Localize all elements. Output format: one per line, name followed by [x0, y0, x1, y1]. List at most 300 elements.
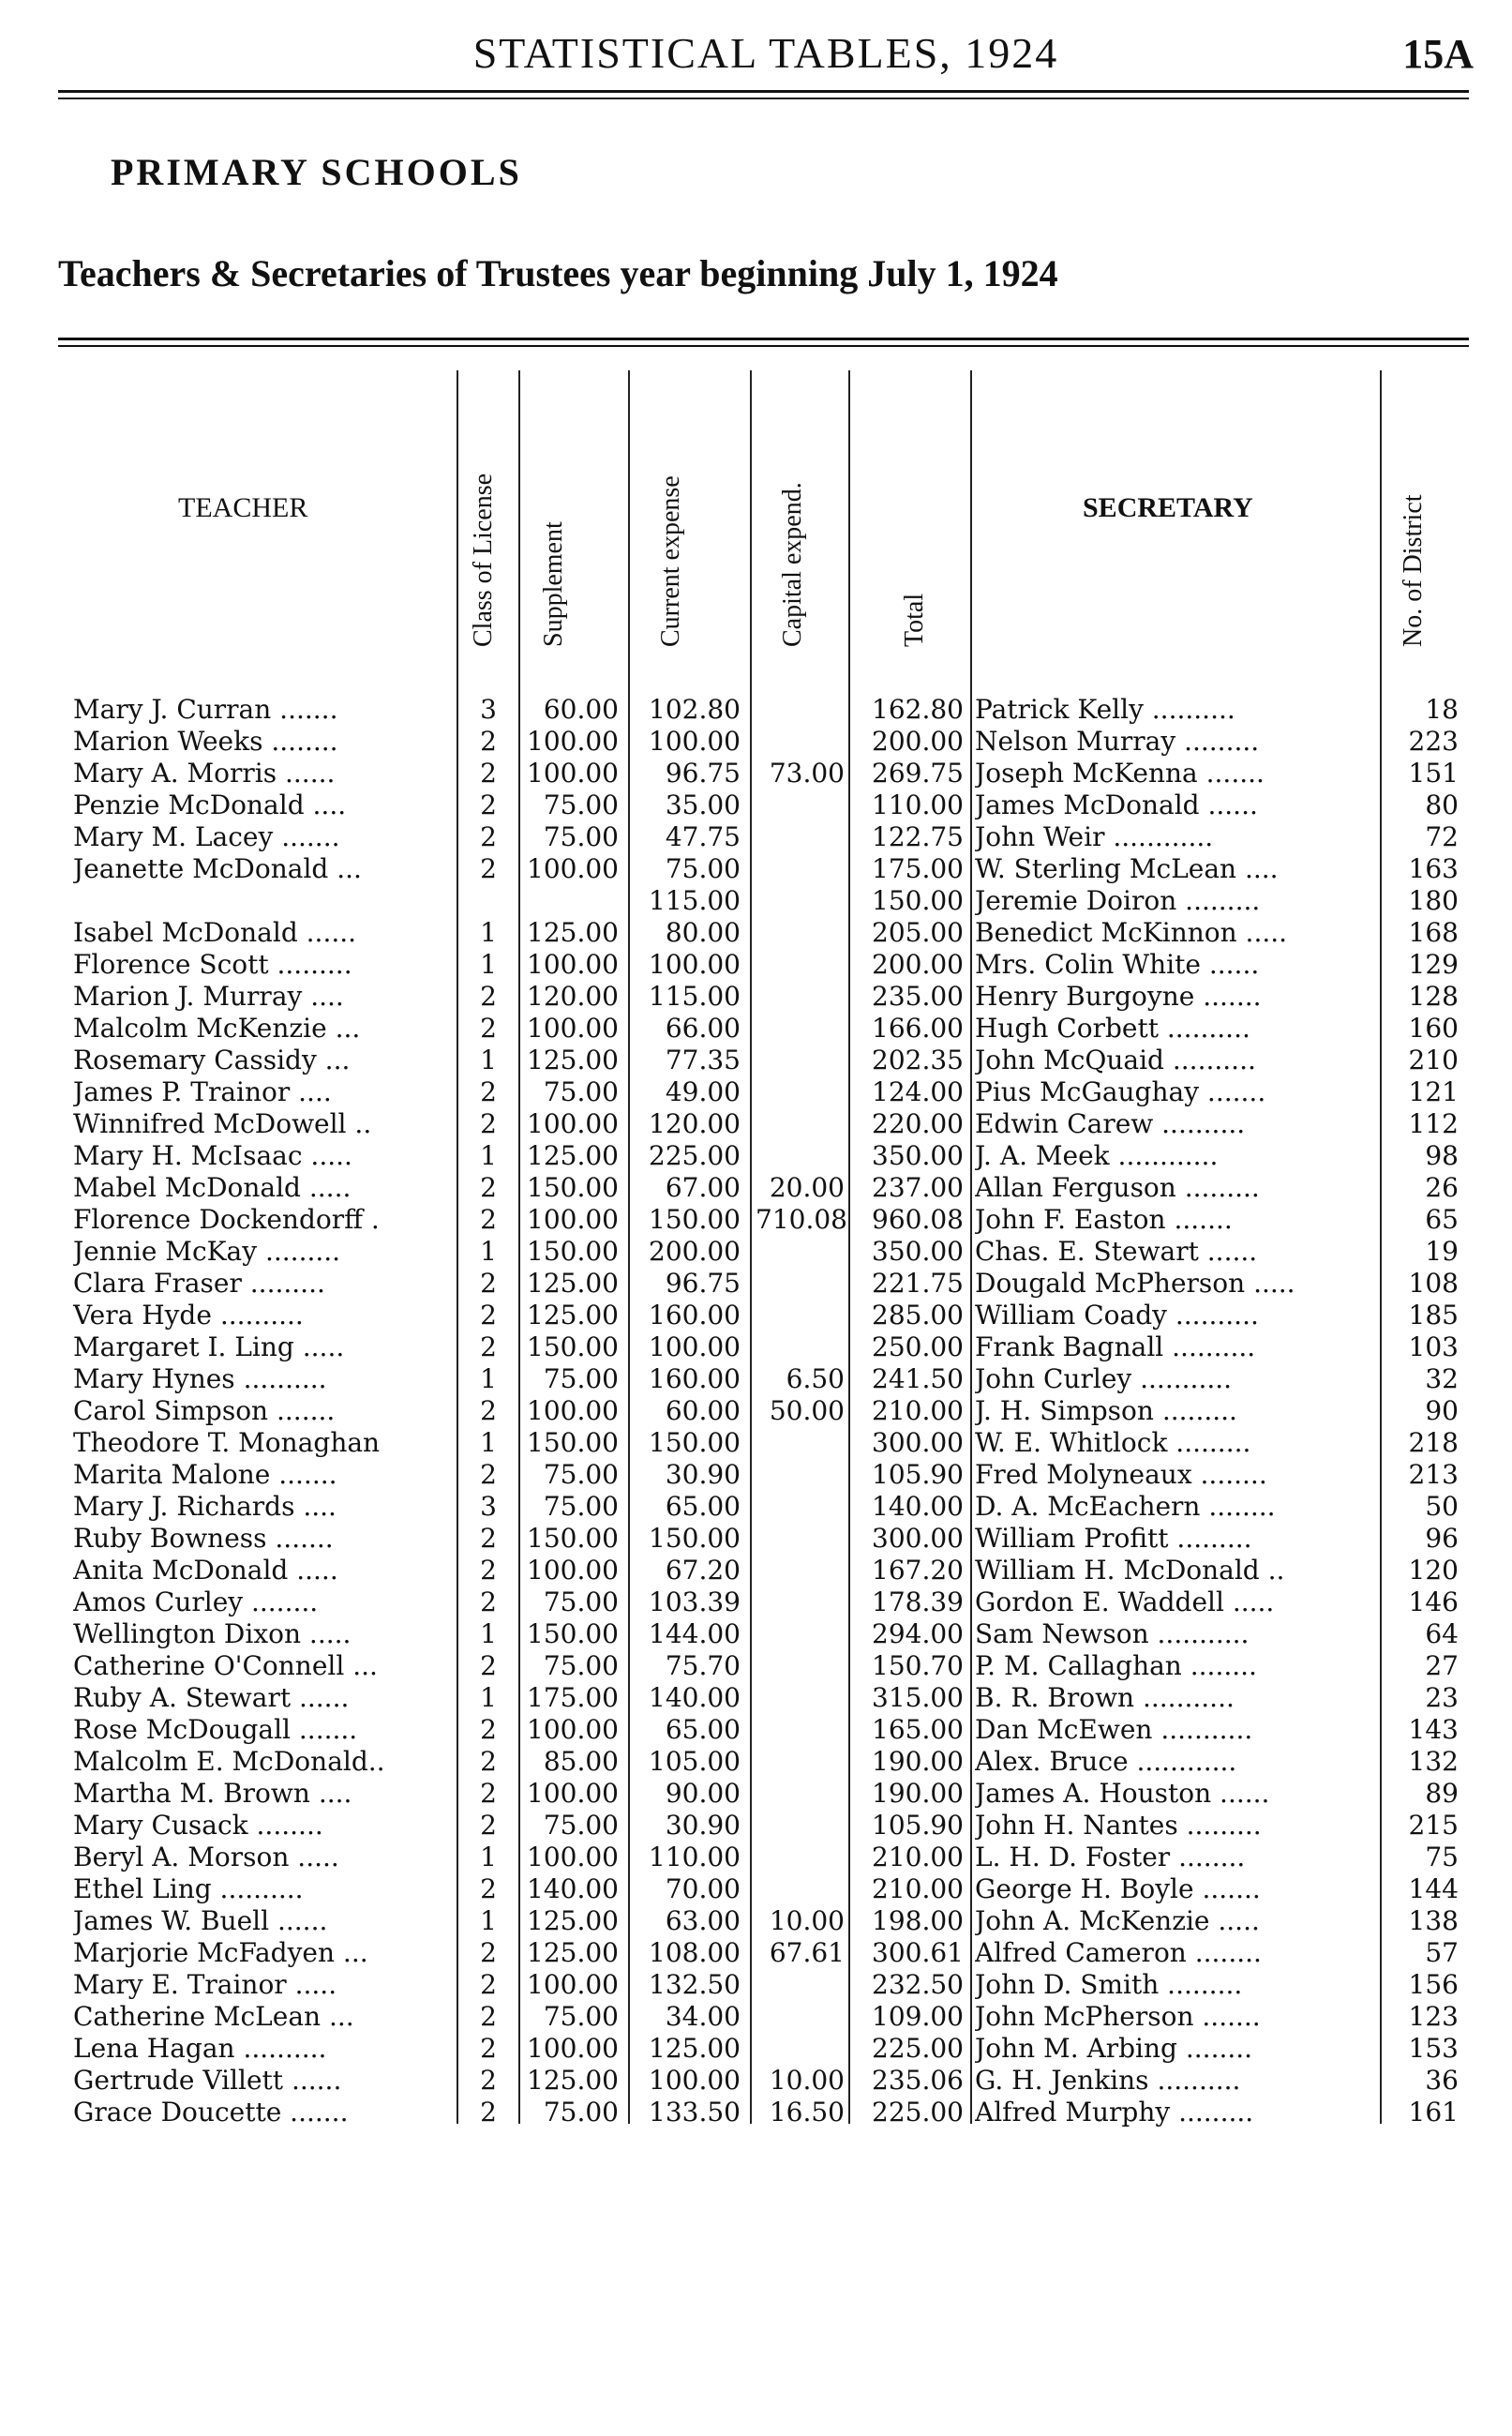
header-rule-bottom [58, 98, 1469, 99]
district-cell: 112 [1408, 1108, 1459, 1139]
total-cell: 960.08 [872, 1204, 964, 1235]
license-cell: 2 [480, 1076, 497, 1107]
district-cell: 210 [1408, 1045, 1459, 1075]
current-expense-cell: 30.90 [665, 1459, 741, 1490]
supplement-cell: 100.00 [527, 1969, 619, 2000]
district-cell: 128 [1408, 981, 1459, 1012]
total-cell: 140.00 [872, 1491, 964, 1522]
column-header-teacher: TEACHER [178, 492, 308, 523]
capital-expend-cell: 10.00 [769, 2065, 845, 2096]
current-expense-cell: 100.00 [649, 949, 741, 980]
district-cell: 146 [1408, 1586, 1459, 1617]
supplement-cell: 100.00 [527, 1013, 619, 1044]
current-expense-cell: 67.00 [665, 1172, 741, 1203]
total-cell: 285.00 [872, 1300, 964, 1331]
license-cell: 1 [480, 1045, 497, 1075]
supplement-cell: 60.00 [543, 694, 619, 725]
secretary-cell: W. E. Whitlock ......... [975, 1427, 1251, 1458]
secretary-cell: William Coady .......... [975, 1300, 1259, 1331]
district-cell: 215 [1408, 1810, 1459, 1841]
district-cell: 213 [1408, 1459, 1459, 1490]
secretary-cell: William H. McDonald .. [975, 1555, 1285, 1586]
teacher-cell: Mary Cusack ........ [73, 1810, 323, 1841]
license-cell: 2 [480, 1873, 497, 1904]
column-header-capital-expend: Capital expend. [778, 482, 807, 647]
secretary-cell: Patrick Kelly .......... [975, 694, 1235, 725]
total-cell: 225.00 [872, 2033, 964, 2064]
district-cell: 23 [1425, 1682, 1459, 1713]
total-cell: 150.70 [872, 1650, 964, 1681]
current-expense-cell: 102.80 [649, 694, 741, 725]
district-cell: 89 [1425, 1778, 1459, 1809]
capital-expend-cell: 50.00 [769, 1395, 845, 1426]
total-cell: 294.00 [872, 1618, 964, 1649]
column-divider [750, 370, 752, 2124]
current-expense-cell: 132.50 [649, 1969, 741, 2000]
header-rule-top [58, 90, 1469, 93]
supplement-cell: 75.00 [543, 1810, 619, 1841]
secretary-cell: John H. Nantes ......... [975, 1810, 1262, 1841]
capital-expend-cell: 6.50 [786, 1363, 845, 1394]
current-expense-cell: 100.00 [649, 2065, 741, 2096]
secretary-cell: Allan Ferguson ......... [975, 1172, 1260, 1203]
total-cell: 190.00 [872, 1746, 964, 1777]
supplement-cell: 120.00 [527, 981, 619, 1012]
license-cell: 2 [480, 1523, 497, 1554]
teacher-cell: Mary E. Trainor ..... [73, 1969, 337, 2000]
secretary-cell: Frank Bagnall .......... [975, 1331, 1256, 1362]
total-cell: 235.00 [872, 981, 964, 1012]
teacher-cell: Rose McDougall ....... [73, 1714, 358, 1745]
total-cell: 300.00 [872, 1523, 964, 1554]
supplement-cell: 125.00 [527, 1140, 619, 1171]
total-cell: 232.50 [872, 1969, 964, 2000]
current-expense-cell: 225.00 [649, 1140, 741, 1171]
current-expense-cell: 65.00 [665, 1491, 741, 1522]
teacher-cell: Marion Weeks ........ [73, 726, 338, 757]
current-expense-cell: 160.00 [649, 1300, 741, 1331]
supplement-cell: 100.00 [527, 1108, 619, 1139]
total-cell: 105.90 [872, 1459, 964, 1490]
district-cell: 120 [1408, 1555, 1459, 1586]
teacher-cell: Malcolm E. McDonald.. [73, 1746, 385, 1777]
teacher-cell: Isabel McDonald ...... [73, 917, 357, 948]
column-header-current-expense: Current expense [656, 475, 685, 647]
teacher-cell: Amos Curley ........ [73, 1586, 319, 1617]
district-cell: 64 [1425, 1618, 1459, 1649]
district-cell: 185 [1408, 1300, 1459, 1331]
teacher-cell: Jeanette McDonald ... [73, 853, 362, 884]
current-expense-cell: 120.00 [649, 1108, 741, 1139]
current-expense-cell: 63.00 [665, 1905, 741, 1936]
page-number: 15A [1402, 31, 1474, 77]
district-cell: 27 [1425, 1650, 1459, 1681]
teacher-cell: Gertrude Villett ...... [73, 2065, 342, 2096]
district-cell: 129 [1408, 949, 1459, 980]
district-cell: 90 [1425, 1395, 1459, 1426]
capital-expend-cell: 67.61 [769, 1937, 845, 1968]
secretary-cell: Alfred Cameron ........ [975, 1937, 1262, 1968]
teacher-cell: Grace Doucette ....... [73, 2097, 349, 2128]
total-cell: 202.35 [872, 1045, 964, 1075]
total-cell: 200.00 [872, 949, 964, 980]
total-cell: 178.39 [872, 1586, 964, 1617]
teacher-cell: Wellington Dixon ..... [73, 1618, 352, 1649]
district-cell: 160 [1408, 1013, 1459, 1044]
total-cell: 225.00 [872, 2097, 964, 2128]
supplement-cell: 100.00 [527, 1714, 619, 1745]
current-expense-cell: 75.00 [665, 853, 741, 884]
district-cell: 18 [1425, 694, 1459, 725]
supplement-cell: 75.00 [543, 1363, 619, 1394]
supplement-cell: 100.00 [527, 853, 619, 884]
license-cell: 2 [480, 1746, 497, 1777]
current-expense-cell: 100.00 [649, 1331, 741, 1362]
secretary-cell: Hugh Corbett .......... [975, 1013, 1250, 1044]
current-expense-cell: 47.75 [665, 821, 741, 852]
secretary-cell: Nelson Murray ......... [975, 726, 1260, 757]
district-cell: 151 [1408, 758, 1459, 789]
supplement-cell: 125.00 [527, 1045, 619, 1075]
current-expense-cell: 67.20 [665, 1555, 741, 1586]
total-cell: 109.00 [872, 2001, 964, 2032]
district-cell: 72 [1425, 821, 1459, 852]
total-cell: 241.50 [872, 1363, 964, 1394]
license-cell: 2 [480, 1586, 497, 1617]
license-cell: 2 [480, 726, 497, 757]
current-expense-cell: 65.00 [665, 1714, 741, 1745]
license-cell: 2 [480, 1172, 497, 1203]
total-cell: 165.00 [872, 1714, 964, 1745]
teacher-cell: Marita Malone ....... [73, 1459, 337, 1490]
total-cell: 122.75 [872, 821, 964, 852]
supplement-cell: 75.00 [543, 2001, 619, 2032]
license-cell: 2 [480, 1395, 497, 1426]
district-cell: 223 [1408, 726, 1459, 757]
district-cell: 108 [1408, 1268, 1459, 1299]
license-cell: 2 [480, 1714, 497, 1745]
current-expense-cell: 30.90 [665, 1810, 741, 1841]
current-expense-cell: 150.00 [649, 1427, 741, 1458]
current-expense-cell: 77.35 [665, 1045, 741, 1075]
supplement-cell: 75.00 [543, 1586, 619, 1617]
secretary-cell: Chas. E. Stewart ...... [975, 1236, 1258, 1267]
supplement-cell: 125.00 [527, 917, 619, 948]
secretary-cell: John M. Arbing ........ [975, 2033, 1253, 2064]
secretary-cell: Benedict McKinnon ..... [975, 917, 1288, 948]
district-cell: 156 [1408, 1969, 1459, 2000]
total-cell: 220.00 [872, 1108, 964, 1139]
secretary-cell: Alex. Bruce ............ [975, 1746, 1237, 1777]
teacher-cell: Mary Hynes .......... [73, 1363, 327, 1394]
license-cell: 2 [480, 1331, 497, 1362]
district-cell: 153 [1408, 2033, 1459, 2064]
district-cell: 168 [1408, 917, 1459, 948]
secretary-cell: John Weir ............ [975, 821, 1214, 852]
secretary-cell: Dougald McPherson ..... [975, 1268, 1295, 1299]
secretary-cell: George H. Boyle ....... [975, 1873, 1261, 1904]
secretary-cell: D. A. McEachern ........ [975, 1491, 1276, 1522]
current-expense-cell: 110.00 [649, 1842, 741, 1872]
license-cell: 2 [480, 1778, 497, 1809]
license-cell: 2 [480, 1268, 497, 1299]
district-cell: 121 [1408, 1076, 1459, 1107]
secretary-cell: James McDonald ...... [975, 789, 1258, 820]
current-expense-cell: 66.00 [665, 1013, 741, 1044]
supplement-cell: 75.00 [543, 821, 619, 852]
supplement-cell: 150.00 [527, 1618, 619, 1649]
secretary-cell: Joseph McKenna ....... [975, 758, 1265, 789]
teacher-cell: Theodore T. Monaghan [73, 1427, 381, 1458]
license-cell: 2 [480, 1459, 497, 1490]
teacher-cell: Jennie McKay ......... [73, 1236, 341, 1267]
district-cell: 26 [1425, 1172, 1459, 1203]
district-cell: 143 [1408, 1714, 1459, 1745]
teacher-cell: Ruby Bowness ....... [73, 1523, 334, 1554]
total-cell: 221.75 [872, 1268, 964, 1299]
supplement-cell: 150.00 [527, 1427, 619, 1458]
teacher-cell: Clara Fraser ......... [73, 1268, 325, 1299]
total-cell: 210.00 [872, 1842, 964, 1872]
current-expense-cell: 115.00 [649, 885, 741, 916]
license-cell: 2 [480, 2097, 497, 2128]
column-header-total: Total [900, 593, 929, 647]
teacher-cell: Beryl A. Morson ..... [73, 1842, 339, 1872]
teacher-cell: Lena Hagan .......... [73, 2033, 327, 2064]
running-title: STATISTICAL TABLES, 1924 [472, 29, 1059, 77]
total-cell: 167.20 [872, 1555, 964, 1586]
column-divider [457, 370, 458, 2124]
secretary-cell: Mrs. Colin White ...... [975, 949, 1260, 980]
district-cell: 32 [1425, 1363, 1459, 1394]
secretary-cell: B. R. Brown ........... [975, 1682, 1235, 1713]
total-cell: 210.00 [872, 1395, 964, 1426]
column-header-secretary: SECRETARY [1083, 492, 1253, 523]
district-cell: 98 [1425, 1140, 1459, 1171]
license-cell: 2 [480, 758, 497, 789]
supplement-cell: 100.00 [527, 758, 619, 789]
secretary-cell: John D. Smith ......... [975, 1969, 1243, 2000]
teacher-cell: Mary H. McIsaac ..... [73, 1140, 352, 1171]
total-cell: 205.00 [872, 917, 964, 948]
teacher-cell: Catherine O'Connell ... [73, 1650, 378, 1681]
total-cell: 105.90 [872, 1810, 964, 1841]
supplement-cell: 150.00 [527, 1172, 619, 1203]
secretary-cell: Pius McGaughay ....... [975, 1076, 1266, 1107]
total-cell: 200.00 [872, 726, 964, 757]
current-expense-cell: 150.00 [649, 1204, 741, 1235]
supplement-cell: 125.00 [527, 2065, 619, 2096]
teacher-cell: Margaret I. Ling ..... [73, 1331, 345, 1362]
teacher-cell: Ethel Ling .......... [73, 1873, 304, 1904]
district-cell: 103 [1408, 1331, 1459, 1362]
supplement-cell: 75.00 [543, 2097, 619, 2128]
license-cell: 1 [480, 1236, 497, 1267]
total-cell: 350.00 [872, 1236, 964, 1267]
license-cell: 2 [480, 1300, 497, 1331]
license-cell: 2 [480, 821, 497, 852]
secretary-cell: Jeremie Doiron ......... [975, 885, 1261, 916]
license-cell: 2 [480, 1650, 497, 1681]
secretary-cell: Dan McEwen ........... [975, 1714, 1253, 1745]
supplement-cell: 175.00 [527, 1682, 619, 1713]
capital-expend-cell: 710.08 [756, 1204, 847, 1235]
current-expense-cell: 108.00 [649, 1937, 741, 1968]
secretary-cell: James A. Houston ...... [975, 1778, 1270, 1809]
page-header [58, 17, 1474, 83]
license-cell: 2 [480, 1555, 497, 1586]
teacher-cell: James W. Buell ...... [73, 1905, 328, 1936]
license-cell: 1 [480, 949, 497, 980]
current-expense-cell: 200.00 [649, 1236, 741, 1267]
total-cell: 300.00 [872, 1427, 964, 1458]
total-cell: 300.61 [872, 1937, 964, 1968]
secretary-cell: P. M. Callaghan ........ [975, 1650, 1257, 1681]
supplement-cell: 100.00 [527, 1778, 619, 1809]
license-cell: 3 [480, 694, 497, 725]
total-cell: 235.06 [872, 2065, 964, 2096]
current-expense-cell: 49.00 [665, 1076, 741, 1107]
teacher-cell: Malcolm McKenzie ... [73, 1013, 361, 1044]
license-cell: 2 [480, 981, 497, 1012]
district-cell: 19 [1425, 1236, 1459, 1267]
secretary-cell: Sam Newson ........... [975, 1618, 1250, 1649]
current-expense-cell: 96.75 [665, 758, 741, 789]
district-cell: 36 [1425, 2065, 1459, 2096]
license-cell: 1 [480, 1682, 497, 1713]
total-cell: 175.00 [872, 853, 964, 884]
total-cell: 162.80 [872, 694, 964, 725]
secretary-cell: G. H. Jenkins .......... [975, 2065, 1241, 2096]
column-header-district: No. of District [1399, 494, 1428, 647]
teacher-cell: Florence Dockendorff . [73, 1204, 380, 1235]
supplement-cell: 75.00 [543, 1650, 619, 1681]
current-expense-cell: 60.00 [665, 1395, 741, 1426]
teacher-cell: Carol Simpson ....... [73, 1395, 336, 1426]
teacher-cell: Mary J. Curran ....... [73, 694, 338, 725]
total-cell: 166.00 [872, 1013, 964, 1044]
total-cell: 110.00 [872, 789, 964, 820]
license-cell: 1 [480, 917, 497, 948]
supplement-cell: 150.00 [527, 1331, 619, 1362]
license-cell: 3 [480, 1491, 497, 1522]
license-cell: 2 [480, 1204, 497, 1235]
secretary-cell: Fred Molyneaux ........ [975, 1459, 1267, 1490]
license-cell: 2 [480, 853, 497, 884]
license-cell: 2 [480, 2001, 497, 2032]
current-expense-cell: 90.00 [665, 1778, 741, 1809]
teacher-cell: Mary M. Lacey ....... [73, 821, 340, 852]
supplement-cell: 125.00 [527, 1268, 619, 1299]
supplement-cell: 140.00 [527, 1873, 619, 1904]
license-cell: 1 [480, 1140, 497, 1171]
teacher-cell: Marion J. Murray .... [73, 981, 344, 1012]
current-expense-cell: 125.00 [649, 2033, 741, 2064]
teacher-cell: Ruby A. Stewart ...... [73, 1682, 350, 1713]
license-cell: 2 [480, 2065, 497, 2096]
capital-expend-cell: 10.00 [769, 1905, 845, 1936]
secretary-cell: John McPherson ....... [975, 2001, 1261, 2032]
current-expense-cell: 103.39 [649, 1586, 741, 1617]
supplement-cell: 75.00 [543, 789, 619, 820]
secretary-cell: Edwin Carew .......... [975, 1108, 1246, 1139]
current-expense-cell: 140.00 [649, 1682, 741, 1713]
column-header-license: Class of License [469, 473, 498, 647]
supplement-cell: 100.00 [527, 1842, 619, 1872]
district-cell: 161 [1408, 2097, 1459, 2128]
secretary-cell: John F. Easton ....... [975, 1204, 1233, 1235]
license-cell: 2 [480, 1969, 497, 2000]
secretary-cell: Alfred Murphy ......... [975, 2097, 1254, 2128]
license-cell: 2 [480, 2033, 497, 2064]
column-divider [848, 370, 850, 2124]
district-cell: 123 [1408, 2001, 1459, 2032]
supplement-cell: 100.00 [527, 949, 619, 980]
supplement-cell: 75.00 [543, 1491, 619, 1522]
secretary-cell: Gordon E. Waddell ..... [975, 1586, 1275, 1617]
current-expense-cell: 144.00 [649, 1618, 741, 1649]
secretary-cell: John McQuaid .......... [975, 1045, 1256, 1075]
teacher-cell: James P. Trainor .... [73, 1076, 332, 1107]
district-cell: 132 [1408, 1746, 1459, 1777]
table-rule-top [58, 338, 1469, 340]
teacher-cell: Rosemary Cassidy ... [73, 1045, 351, 1075]
district-cell: 80 [1425, 789, 1459, 820]
license-cell: 2 [480, 789, 497, 820]
column-header-supplement: Supplement [539, 521, 568, 647]
current-expense-cell: 70.00 [665, 1873, 741, 1904]
teacher-cell: Penzie McDonald .... [73, 789, 347, 820]
total-cell: 237.00 [872, 1172, 964, 1203]
supplement-cell: 125.00 [527, 1937, 619, 1968]
license-cell: 1 [480, 1842, 497, 1872]
license-cell: 1 [480, 1905, 497, 1936]
current-expense-cell: 150.00 [649, 1523, 741, 1554]
total-cell: 269.75 [872, 758, 964, 789]
total-cell: 150.00 [872, 885, 964, 916]
total-cell: 198.00 [872, 1905, 964, 1936]
teacher-cell: Anita McDonald ..... [73, 1555, 338, 1586]
supplement-cell: 75.00 [543, 1459, 619, 1490]
column-divider [1380, 370, 1382, 2124]
total-cell: 210.00 [872, 1873, 964, 1904]
supplement-cell: 100.00 [527, 1395, 619, 1426]
license-cell: 2 [480, 1108, 497, 1139]
current-expense-cell: 80.00 [665, 917, 741, 948]
district-cell: 163 [1408, 853, 1459, 884]
current-expense-cell: 160.00 [649, 1363, 741, 1394]
license-cell: 2 [480, 1013, 497, 1044]
current-expense-cell: 133.50 [649, 2097, 741, 2128]
district-cell: 180 [1408, 885, 1459, 916]
secretary-cell: John A. McKenzie ..... [975, 1905, 1260, 1936]
supplement-cell: 150.00 [527, 1236, 619, 1267]
capital-expend-cell: 20.00 [769, 1172, 845, 1203]
secretary-cell: Henry Burgoyne ....... [975, 981, 1262, 1012]
teacher-cell: Florence Scott ......... [73, 949, 352, 980]
supplement-cell: 125.00 [527, 1905, 619, 1936]
district-cell: 75 [1425, 1842, 1459, 1872]
total-cell: 124.00 [872, 1076, 964, 1107]
teacher-cell: Martha M. Brown .... [73, 1778, 352, 1809]
current-expense-cell: 34.00 [665, 2001, 741, 2032]
current-expense-cell: 75.70 [665, 1650, 741, 1681]
table-rule-top-2 [58, 345, 1469, 347]
column-divider [970, 370, 972, 2124]
district-cell: 57 [1425, 1937, 1459, 1968]
teacher-cell: Mary J. Richards .... [73, 1491, 337, 1522]
current-expense-cell: 100.00 [649, 726, 741, 757]
